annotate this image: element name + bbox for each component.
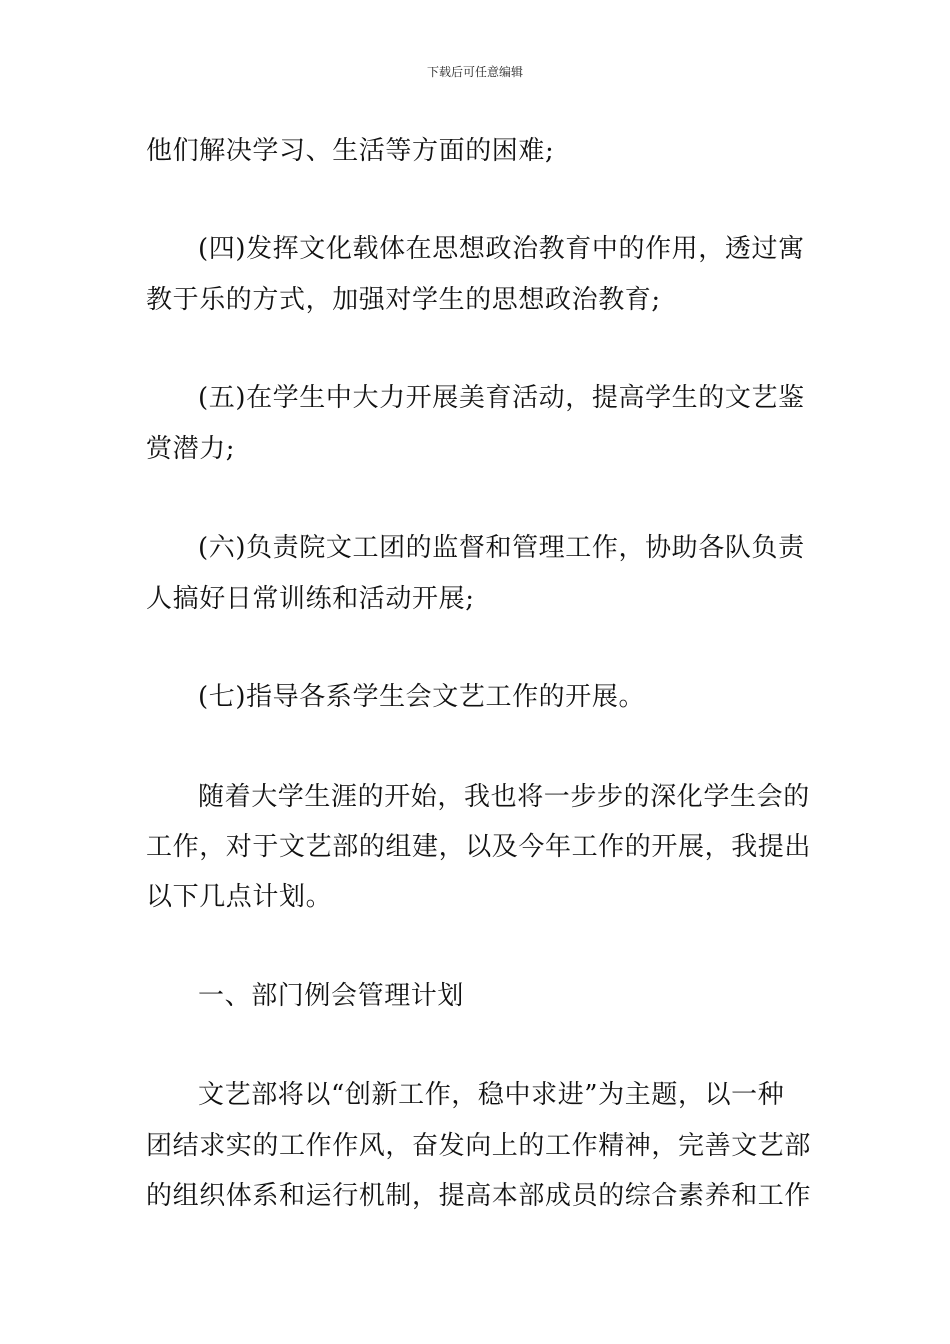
paragraph-line: (六)负责院文工团的监督和管理工作，协助各队负责 — [198, 533, 805, 563]
paragraph-line: (四)发挥文化载体在思想政治教育中的作用，透过寓 — [198, 234, 805, 264]
paragraph-line: 随着大学生涯的开始，我也将一步步的深化学生会的 — [198, 782, 810, 812]
paragraph-line: (七)指导各系学生会文艺工作的开展。 — [198, 682, 646, 712]
page-header: 下载后可任意编辑 — [426, 65, 523, 79]
paragraph-line: 的组织体系和运行机制，提高本部成员的综合素养和工作 — [146, 1181, 812, 1211]
paragraph-line: 人搞好日常训练和活动开展; — [146, 584, 475, 614]
paragraph-line: 文艺部将以“创新工作，稳中求进”为主题，以一种 — [198, 1080, 785, 1110]
paragraph-line: 团结求实的工作作风，奋发向上的工作精神，完善文艺部 — [146, 1131, 812, 1161]
paragraph-line: 工作，对于文艺部的组建，以及今年工作的开展，我提出 — [146, 832, 812, 862]
paragraph-line: 他们解决学习、生活等方面的困难; — [146, 136, 555, 166]
paragraph-line: 以下几点计划。 — [146, 882, 333, 912]
paragraph-line: 赏潜力; — [146, 434, 236, 464]
section-heading: 一、部门例会管理计划 — [198, 981, 465, 1011]
paragraph-line: (五)在学生中大力开展美育活动，提高学生的文艺鉴 — [198, 383, 805, 413]
paragraph-line: 教于乐的方式，加强对学生的思想政治教育; — [146, 285, 661, 315]
